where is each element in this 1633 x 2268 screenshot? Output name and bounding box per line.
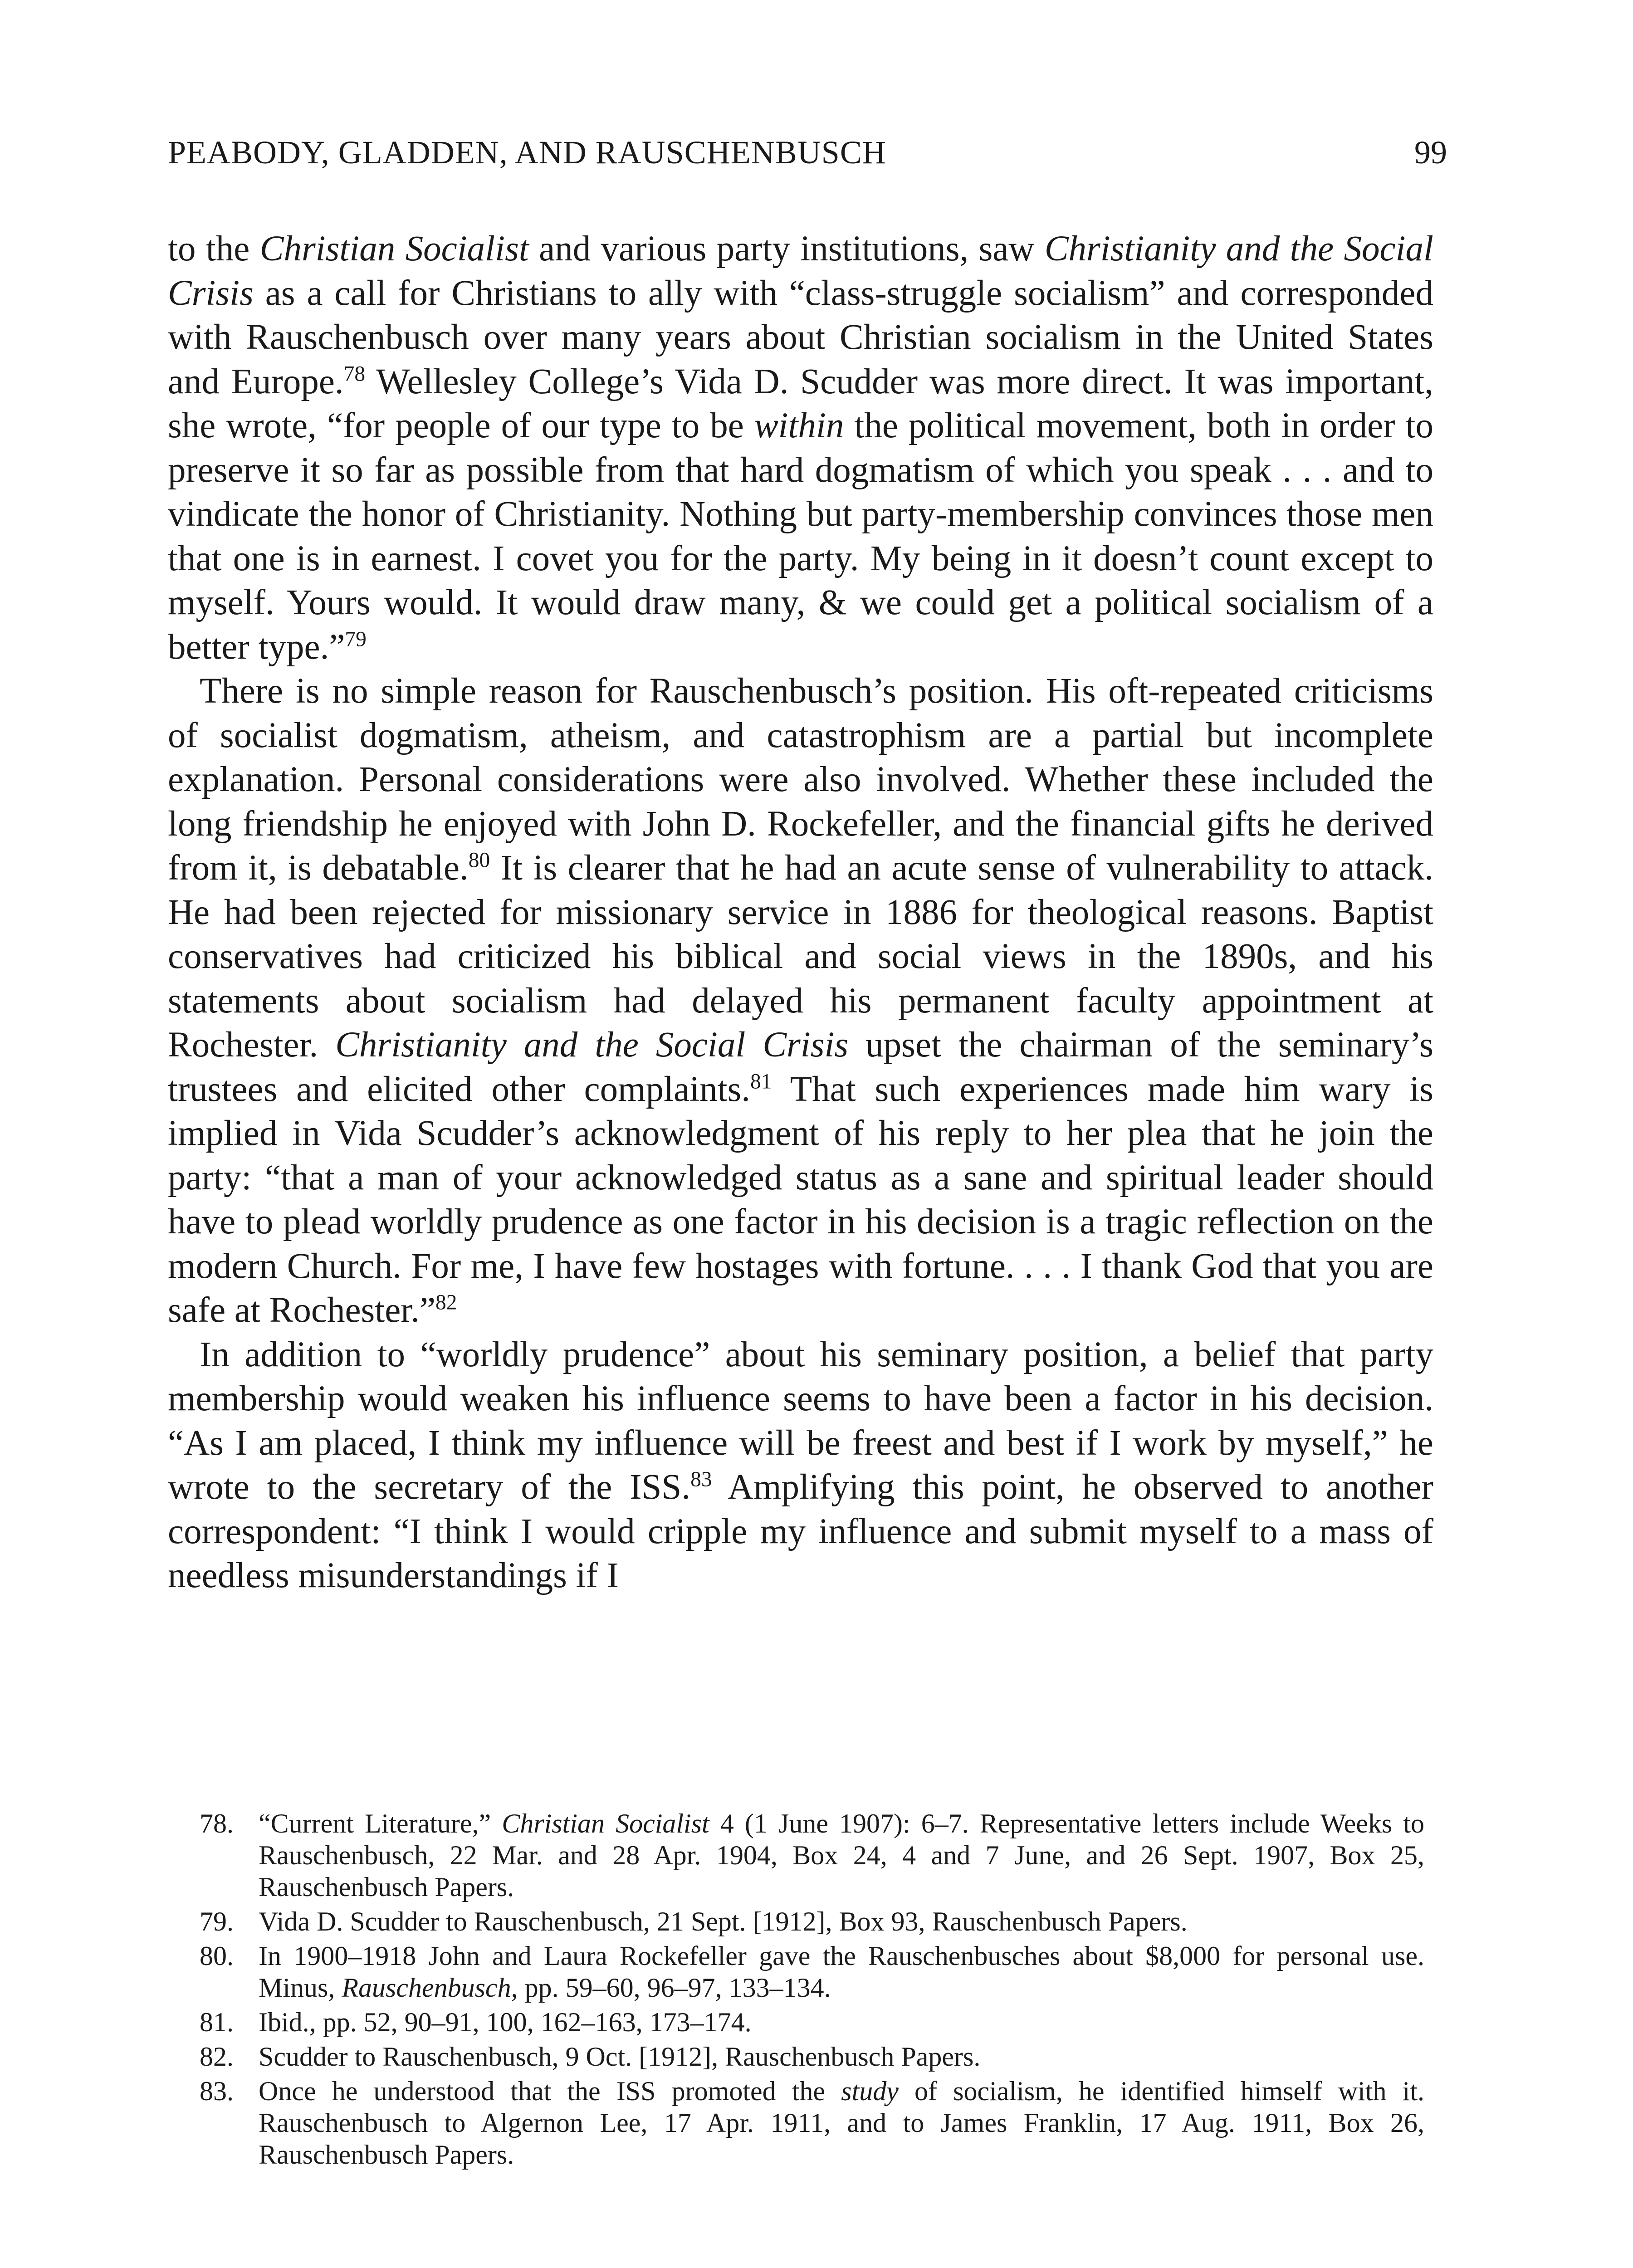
footnote-79 <box>200 1906 1424 1937</box>
footnote-78 <box>200 1808 1424 1903</box>
text-span: Wellesley College’s Vida D. Scudder was more direct. It was important, she wrote, “for people of our type to be <box>168 362 1433 445</box>
footnote-text <box>259 2041 1424 2072</box>
footnote-text <box>259 1940 1424 2004</box>
footnote-ref-83[interactable]: 83 <box>690 1467 712 1491</box>
footnote-ref-80[interactable]: 80 <box>468 848 490 872</box>
paragraph-1 <box>168 227 1433 669</box>
text-span: That such experiences made him wary is implied in Vida Scudder’s acknowledgment of his reply to her plea that he join the party: “that a man of your acknowledged status as a sane and spiritual leader should have to plead worldly prudence as one factor in his decision is a tragic reflection on the modern Church. For me, I have few hostages with fortune. . . . I thank God that you are safe at Rochester.” <box>168 1069 1434 1330</box>
footnote-ref-81[interactable]: 81 <box>750 1070 772 1094</box>
footnote-81 <box>200 2006 1424 2038</box>
footnote-text <box>259 1906 1424 1937</box>
text-span: , pp. 59–60, 96–97, 133–134. <box>511 1973 831 2003</box>
footnote-ref-78[interactable]: 78 <box>343 362 366 386</box>
text-span: to the <box>168 229 260 269</box>
text-span: Once he understood that the ISS promoted the <box>259 2076 841 2106</box>
book-title: Christianity and the Social Crisis <box>335 1025 849 1065</box>
footnote-ref-82[interactable]: 82 <box>435 1290 457 1315</box>
text-span: Vida D. Scudder to Rauschenbusch, 21 Sept. [1912], Box 93, Rauschenbusch Papers. <box>259 1906 1188 1936</box>
footnote-ref-79[interactable]: 79 <box>345 627 367 651</box>
text-span: There is no simple reason for Rauschenbusch’s position. His oft-repeated criticisms of socialist dogmatism, atheism, and catastrophism are a partial but incomplete explanation. Personal considerations were also involved. Whether these included the long friendship he enjoyed with John D. Rockefeller, and the financial gifts he derived from it, is debatable. <box>168 671 1433 888</box>
body-text <box>168 227 1433 1598</box>
footnotes <box>200 1808 1424 2173</box>
text-span: Ibid., pp. 52, 90–91, 100, 162–163, 173–174. <box>259 2007 752 2037</box>
text-span: upset the chairman of the seminary’s trustees and elicited other complaints. <box>168 1025 1433 1109</box>
page-number: 99 <box>1414 134 1447 171</box>
journal-title: Christian Socialist <box>502 1809 709 1838</box>
text-span: In addition to “worldly prudence” about his seminary position, a belief that party membership would weaken his influence seems to have been a factor in his decision. “As I am placed, I think my influence will be freest and best if I work by myself,” he wrote to the secretary of the ISS. <box>168 1334 1433 1507</box>
footnote-83 <box>200 2075 1424 2170</box>
running-head: PEABODY, GLADDEN, AND RAUSCHENBUSCH <box>168 134 886 171</box>
footnote-80 <box>200 1940 1424 2004</box>
text-span: It is clearer that he had an acute sense of vulnerability to attack. He had been rejected for missionary service in 1886 for theological reasons. Baptist conservatives had criticized his biblical and social views in the 1890s, and his statements about socialism had delayed his permanent faculty appointment at Rochester. <box>168 848 1433 1065</box>
footnote-number: 83. <box>200 2076 234 2106</box>
book-title: Rauschenbusch <box>342 1973 511 2003</box>
text-span: 4 (1 June 1907): 6–7. Representative letters include Weeks to Rauschenbusch, 22 Mar. and 28 Apr. 1904, Box 24, 4 and 7 June, and 26 Sept. 1907, Box 25, Rauschenbusch Papers. <box>259 1809 1424 1902</box>
journal-title: Christian Socialist <box>259 229 529 269</box>
text-span: “Current Literature,” <box>259 1809 502 1838</box>
footnote-text <box>259 1808 1424 1903</box>
footnote-number: 82. <box>200 2042 234 2072</box>
paragraph-2 <box>168 669 1433 1333</box>
text-span: Amplifying this point, he observed to another correspondent: “I think I would cripple my influence and submit myself to a mass of needless misunderstandings if I <box>168 1467 1433 1595</box>
text-span: and various party institutions, saw <box>528 229 1045 269</box>
emphasis: study <box>841 2076 899 2106</box>
footnote-number: 81. <box>200 2007 234 2037</box>
paragraph-3 <box>168 1333 1433 1598</box>
footnote-number: 80. <box>200 1941 234 1971</box>
text-span: Scudder to Rauschenbusch, 9 Oct. [1912], Rauschenbusch Papers. <box>259 2042 981 2072</box>
text-span: of socialism, he identified himself with it. Rauschenbusch to Algernon Lee, 17 Apr. 1911, and to James Franklin, 17 Aug. 1911, Box 26, Rauschenbusch Papers. <box>259 2076 1424 2170</box>
footnote-text <box>259 2006 1424 2038</box>
text-span: the political movement, both in order to preserve it so far as possible from that hard dogmatism of which you speak . . . and to vindicate the honor of Christianity. Nothing but party-membership convinces those men that one is in earnest. I covet you for the party. My being in it doesn’t count except to myself. Yours would. It would draw many, & we could get a political socialism of a better type.” <box>168 406 1434 667</box>
footnote-number: 79. <box>200 1906 234 1936</box>
footnote-82 <box>200 2041 1424 2072</box>
text-span: In 1900–1918 John and Laura Rockefeller gave the Rauschenbusches about $8,000 for personal use. Minus, <box>259 1941 1424 2003</box>
footnote-number: 78. <box>200 1809 234 1838</box>
page-header <box>168 134 1447 184</box>
text-span: as a call for Christians to ally with “class-struggle socialism” and corresponded with Rauschenbusch over many years about Christian socialism in the United States and Europe. <box>168 273 1433 401</box>
emphasis: within <box>754 406 844 445</box>
book-title: Christianity and the Social Crisis <box>168 229 1433 313</box>
footnote-text <box>259 2075 1424 2170</box>
